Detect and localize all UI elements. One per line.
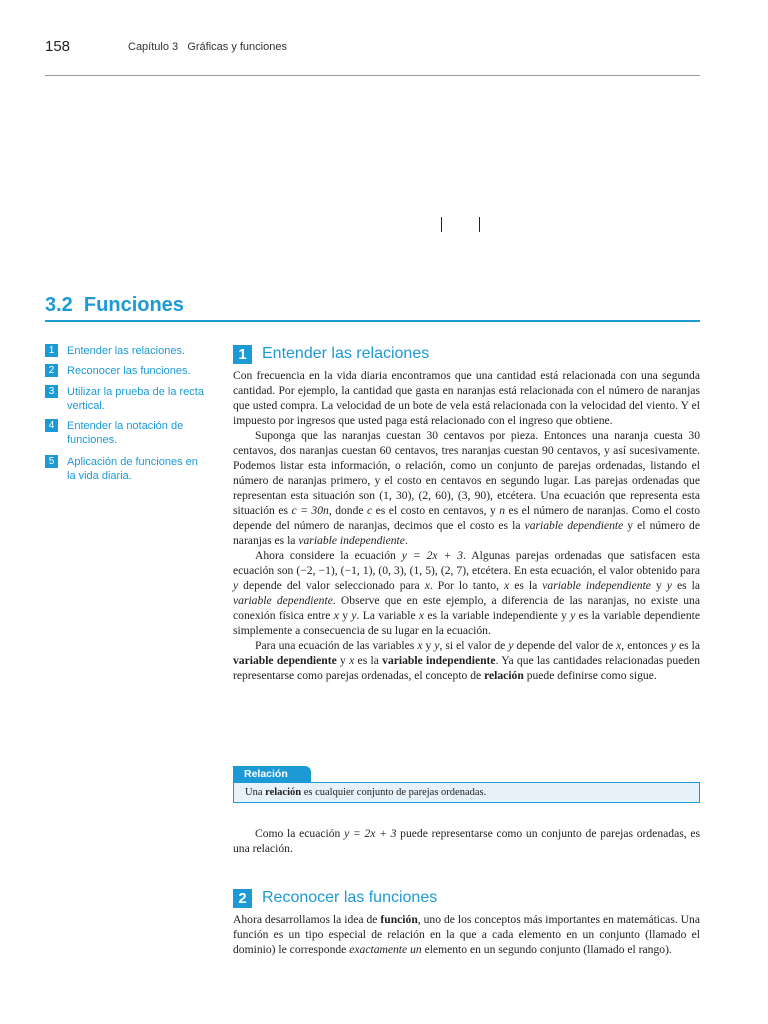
paragraph-3: Ahora considere la ecuación y = 2x + 3. Algunas parejas ordenadas que satisfacen esta ecuación son (−2, −1), (−1, 1), (0, 3), (1, 5), (2, 7), etcétera. En esta ecuación, el valor obtenido para y depende del valor seleccionado para x. Por lo tanto, x es la variable independiente y y es la variable dependiente. Observe que en este ejemplo, a diferencia de las naranjas, no existe una conexión física entre x y y. La variable x es la variable independiente y y es la variable dependiente simplemente a consecuencia de su lugar en la ecuación.	[233, 549, 700, 637]
body-text-1	[233, 368, 700, 683]
objective-number: 3	[45, 385, 58, 398]
paragraph-5: Como la ecuación y = 2x + 3 puede representarse como un conjunto de parejas ordenadas, es una relación.	[233, 827, 700, 855]
mark-right	[479, 217, 480, 232]
definition-label: Relación	[233, 766, 311, 783]
objective-text: Entender la notación de funciones.	[67, 420, 184, 446]
objective-number: 2	[45, 364, 58, 377]
running-head: Capítulo 3 Gráficas y funciones	[128, 41, 287, 53]
objective-text: Entender las relaciones.	[67, 345, 186, 357]
objective-text: Aplicación de funciones en la vida diaria.	[67, 456, 198, 482]
paragraph-1: Con frecuencia en la vida diaria encontramos que una cantidad está relacionada con una segunda cantidad. Por ejemplo, la cantidad que gasta en naranjas está relacionada con el número de naranjas que usted compra. La velocidad de un bote de vela está relacionada con la velocidad del viento. Y el impuesto por ingresos que usted paga está relacionado con el ingreso que obtiene.	[233, 369, 700, 427]
objective-text: Reconocer las funciones.	[67, 365, 191, 377]
section-rule	[45, 320, 700, 322]
subsection-title-2: Reconocer las funciones	[262, 889, 438, 906]
body-text-2	[233, 826, 700, 856]
paragraph-6: Ahora desarrollamos la idea de función, uno de los conceptos más importantes en matemáticas. Una función es un tipo especial de relación en la que a cada elemento en un conjunto (llamado el dominio) le corresponde exactamente un elemento en un segundo conjunto (llamado el rango).	[233, 913, 700, 956]
mark-left	[441, 217, 442, 232]
paragraph-4: Para una ecuación de las variables x y y, si el valor de y depende del valor de x, entonces y es la variable dependiente y x es la variable independiente. Ya que las cantidades relacionadas pueden representarse como parejas ordenadas, el concepto de relación puede definirse como sigue.	[233, 639, 701, 682]
objective-number: 4	[45, 419, 58, 432]
objective-number: 1	[45, 344, 58, 357]
header-rule	[45, 75, 700, 76]
objective-text: Utilizar la prueba de la recta vertical.	[67, 386, 204, 412]
objective-number: 5	[45, 455, 58, 468]
section-title: 3.2 Funciones	[45, 294, 184, 316]
page-number: 158	[45, 38, 71, 55]
paragraph-2: Suponga que las naranjas cuestan 30 centavos por pieza. Entonces una naranja cuesta 30 centavos, dos naranjas cuestan 60 centavos, tres naranjas cuestan 90 centavos, y así sucesivamente. Podemos listar esta información, o relación, como un conjunto de parejas ordenadas, listando el número de naranjas primero, y el costo en centavos en segundo lugar. Las parejas ordenadas que representan esta situación son (1, 30), (2, 60), (3, 90), etcétera. Una ecuación que representa esta situación es c = 30n, donde c es el costo en centavos, y n es el número de naranjas. Como el costo depende del número de naranjas, decimos que el costo es la variable dependiente y el número de naranjas es la variable independiente.	[233, 429, 700, 547]
subsection-number-2: 2	[233, 889, 252, 908]
definition-text: Una relación es cualquier conjunto de parejas ordenadas.	[245, 787, 487, 798]
subsection-title-1: Entender las relaciones	[262, 345, 430, 362]
body-text-3	[233, 912, 700, 957]
subsection-number-1: 1	[233, 345, 252, 364]
